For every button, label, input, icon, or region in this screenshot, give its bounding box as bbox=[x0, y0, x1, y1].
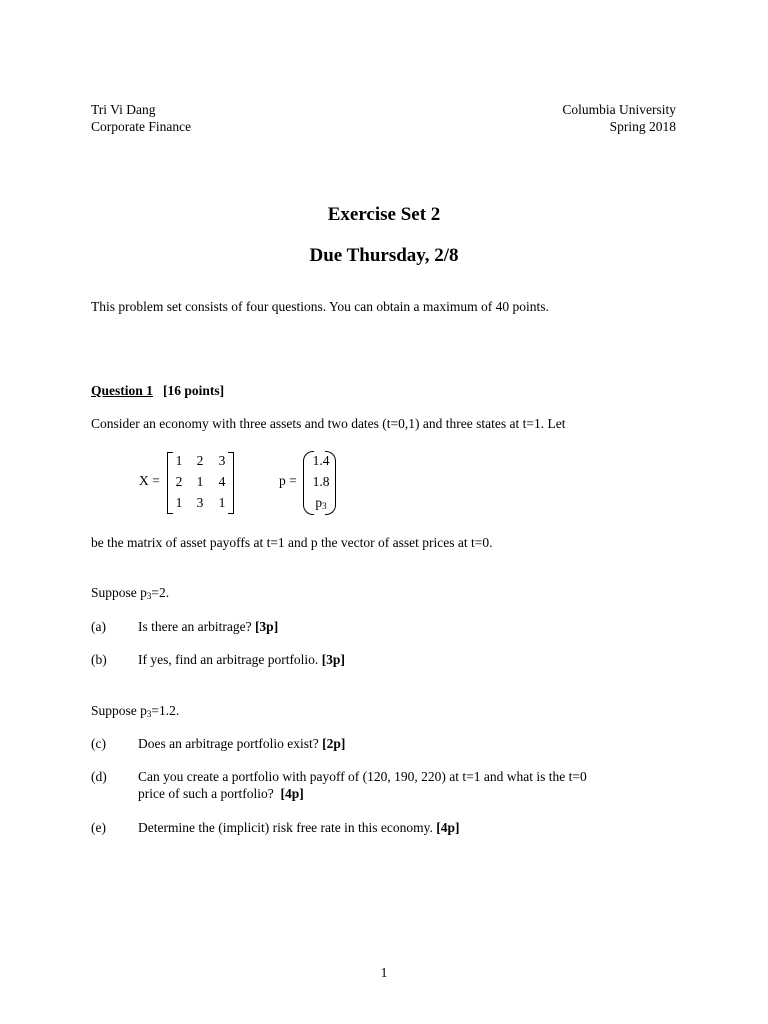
part-e-letter: (e) bbox=[91, 820, 106, 835]
supposition-1: Suppose $p_3=2$. bbox=[91, 585, 170, 601]
question-1-setup: Consider an economy with three assets and two dates (t=0,1) and three states at t=1. Let bbox=[91, 416, 566, 431]
price-vector-entry: $p_3$ bbox=[315, 495, 327, 511]
matrix-cell: 1 bbox=[196, 474, 204, 489]
matrix-cell: 1 bbox=[175, 495, 183, 510]
vector-p-label: p = bbox=[279, 473, 297, 488]
part-d-text-line1: Can you create a portfolio with payoff of (120, 190, 220) at t=1 and what is the t=0 bbox=[138, 769, 587, 784]
supposition-2: Suppose $p_3=1.2$. bbox=[91, 703, 180, 719]
part-e-text: Determine the (implicit) risk free rate in this economy. [4p] bbox=[138, 820, 460, 835]
question-1-heading bbox=[91, 383, 224, 399]
due-date: Due Thursday, 2/8 bbox=[309, 245, 459, 266]
page-title: Exercise Set 2 bbox=[327, 204, 441, 225]
intro-text: This problem set consists of four questions. You can obtain a maximum of 40 points. bbox=[91, 299, 549, 314]
part-d-letter: (d) bbox=[91, 769, 107, 784]
question-1-label: Question 1 bbox=[91, 383, 153, 398]
question-1-points: [16 points] bbox=[163, 383, 225, 398]
part-d-text-line2: price of such a portfolio? [4p] bbox=[138, 786, 304, 801]
course-name: Corporate Finance bbox=[91, 119, 192, 134]
matrix-description: be the matrix of asset payoffs at t=1 and p the vector of asset prices at t=0. bbox=[91, 535, 493, 550]
part-c-text: Does an arbitrage portfolio exist? [2p] bbox=[138, 736, 346, 751]
part-a-text: Is there an arbitrage? [3p] bbox=[138, 619, 279, 634]
matrix-cell: 3 bbox=[196, 495, 204, 510]
institution-name: Columbia University bbox=[562, 102, 676, 117]
part-a-letter: (a) bbox=[91, 619, 106, 634]
matrix-cell: 3 bbox=[218, 453, 226, 468]
part-c-letter: (c) bbox=[91, 736, 106, 751]
part-b-text: If yes, find an arbitrage portfolio. [3p] bbox=[138, 652, 345, 667]
matrix-cell: 1 bbox=[218, 495, 226, 510]
price-vector-entry: 1.8 bbox=[312, 474, 330, 489]
page-number: 1 bbox=[380, 965, 388, 980]
matrix-cell: 2 bbox=[175, 474, 183, 489]
matrix-cell: 4 bbox=[218, 474, 226, 489]
part-b-letter: (b) bbox=[91, 652, 107, 667]
term: Spring 2018 bbox=[609, 119, 676, 134]
price-vector-entry: 1.4 bbox=[312, 453, 330, 468]
matrix-cell: 1 bbox=[175, 453, 183, 468]
matrix-cell: 2 bbox=[196, 453, 204, 468]
matrix-x-label: X = bbox=[139, 473, 160, 488]
author-name: Tri Vi Dang bbox=[91, 102, 156, 117]
